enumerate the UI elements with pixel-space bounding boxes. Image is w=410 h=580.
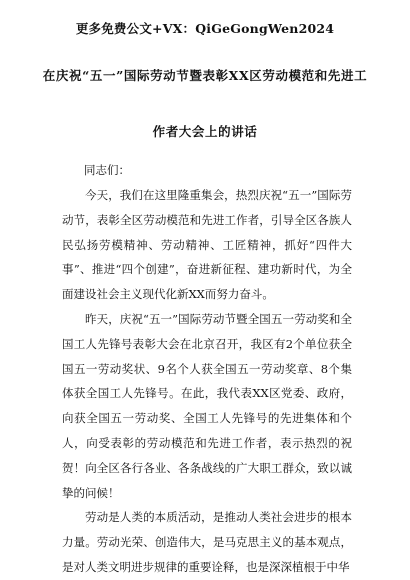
paragraph-3: 劳动是人类的本质活动，是推动人类社会进步的根本力量。劳动光荣、创造伟大，是马克思主义的基本观点，是对人类文明进步规律的重要诠释，也是深深植根于中华 [62,510,352,574]
page-header: 更多免费公文+VX：QiGeGongWen2024 [75,21,335,36]
document-title-line-1: 在庆祝“五一”国际劳动节暨表彰XX区劳动模范和先进工 [42,68,368,83]
paragraph-2: 昨天，庆祝“五一”国际劳动节暨全国五一劳动奖和全国工人先锋号表彰大会在北京召开，我区有2个单位获全国五一劳动奖状、9名个人获全国五一劳动奖章、8个集体获全国工人先锋号。在此，我代表XX区党委、政府，向获全国五一劳动奖、全国工人先锋号的先进集体和个人，向受表彰的劳动模范和先进工作者，表示热烈的祝贺！向全区各行各业、各条战线的广大职工群众，致以诚挚的问候！ [62,311,352,500]
document-title-line-2: 作者大会上的讲话 [152,124,258,139]
document-body [62,183,352,580]
paragraph-1: 今天，我们在这里隆重集会，热烈庆祝“五一”国际劳动节，表彰全区劳动模范和先进工作者，引导全区各族人民弘扬劳模精神、劳动精神、工匠精神，抓好“四件大事”、推进“四个创建”，奋进新征程、建功新时代，为全面建设社会主义现代化新XX而努力奋斗。 [62,188,352,302]
salutation: 同志们： [84,163,130,177]
